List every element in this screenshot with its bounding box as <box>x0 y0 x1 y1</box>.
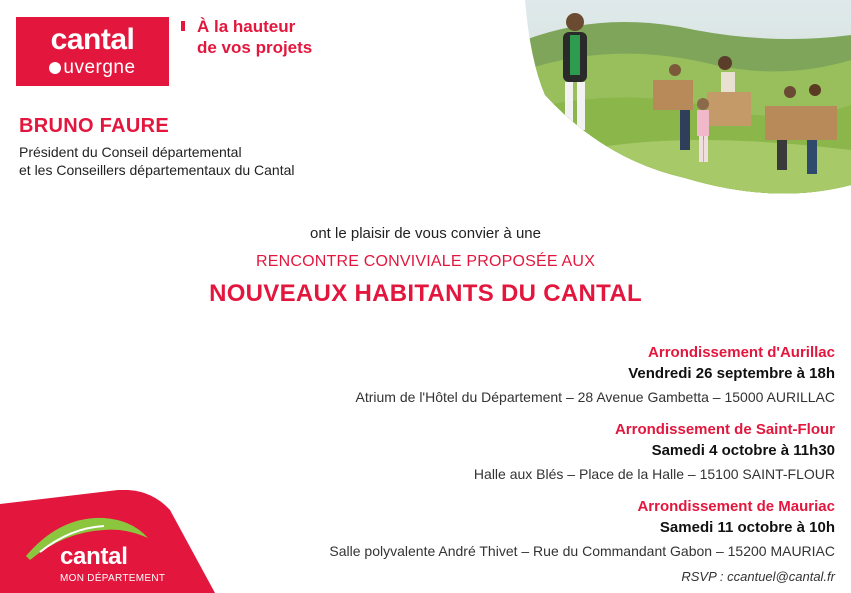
event-saint-flour <box>215 419 835 487</box>
logo-dot-icon <box>49 62 61 74</box>
tagline <box>197 16 312 58</box>
logo-top-text: cantal <box>50 23 135 56</box>
event-date: Samedi 11 octobre à 10h <box>659 519 835 536</box>
sender-line-2-prefix: et les <box>19 162 53 178</box>
event-district: Arrondissement d'Aurillac <box>648 344 835 361</box>
event-mauriac <box>215 496 835 564</box>
tagline-marker <box>181 21 185 31</box>
event-district: Arrondissement de Mauriac <box>637 498 835 515</box>
event-district: Arrondissement de Saint-Flour <box>614 421 835 438</box>
sender-name: BRUNO FAURE <box>19 115 169 137</box>
footer-logo-subtitle: MON DÉPARTEMENT <box>60 573 166 584</box>
event-date: Samedi 4 octobre à 11h30 <box>651 442 835 459</box>
tagline-line-2: de vos projets <box>197 38 313 57</box>
event-place: Atrium de l'Hôtel du Département – 28 Avenue Gambetta – 15000 AURILLAC <box>355 389 835 405</box>
invitation-intro: ont le plaisir de vous convier à une <box>310 225 541 242</box>
invitation-title: NOUVEAUX HABITANTS DU CANTAL <box>209 280 642 307</box>
family-photo <box>525 0 851 198</box>
rsvp-contact[interactable]: RSVP : ccantuel@cantal.fr <box>681 569 835 584</box>
tagline-line-1: À la hauteur <box>197 17 296 36</box>
sender-line-2-bold: Conseillers départementaux du Cantal <box>56 162 295 178</box>
sender-line-2 <box>19 162 295 178</box>
cantal-auvergne-logo <box>16 17 169 86</box>
event-date: Vendredi 26 septembre à 18h <box>628 365 835 382</box>
footer-logo-title: cantal <box>60 543 128 570</box>
sender-role: Président du Conseil départemental <box>19 144 242 160</box>
event-place: Salle polyvalente André Thivet – Rue du Commandant Gabon – 15200 MAURIAC <box>329 543 835 559</box>
invitation-subtitle: RENCONTRE CONVIVIALE PROPOSÉE AUX <box>255 253 596 270</box>
event-list <box>215 342 835 573</box>
logo-bottom-text <box>16 57 169 79</box>
event-aurillac <box>215 342 835 410</box>
logo-bottom-label: uvergne <box>63 57 136 78</box>
event-place: Halle aux Blés – Place de la Halle – 15100 SAINT-FLOUR <box>473 466 835 482</box>
